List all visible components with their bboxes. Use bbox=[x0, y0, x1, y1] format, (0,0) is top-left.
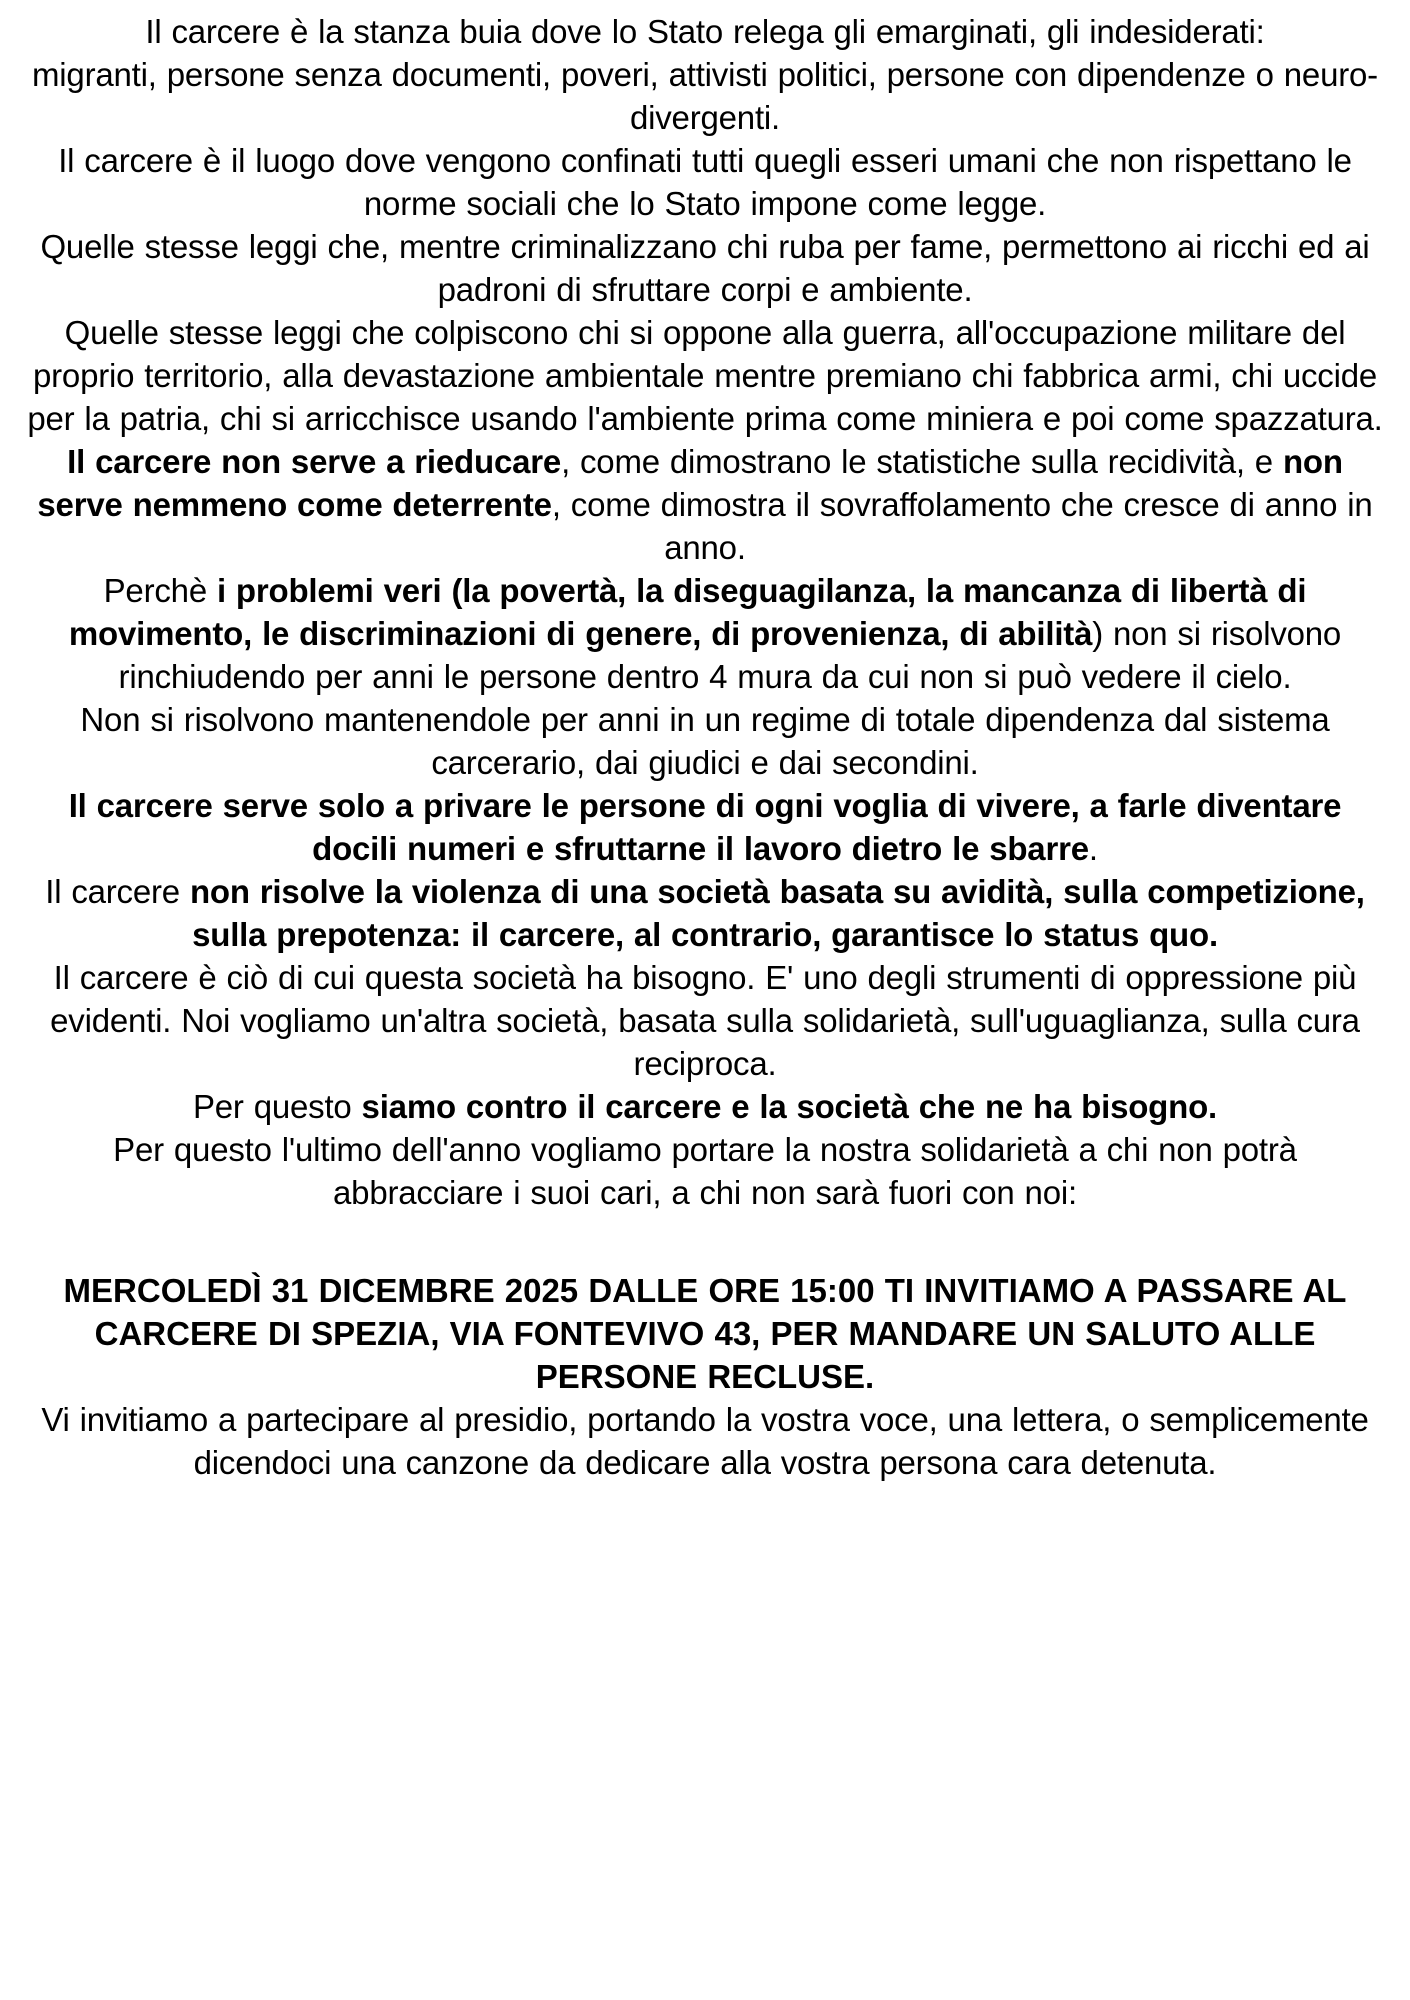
paragraph-12 bbox=[24, 1085, 1386, 1128]
text-run-12-1: Per questo bbox=[192, 1088, 362, 1125]
text-run-8-1: Non si risolvono mantenendole per anni in un regime di totale dipendenza dal sistema carcerario, dai giudici e dai secondini. bbox=[80, 701, 1330, 781]
paragraph-14 bbox=[24, 1269, 1386, 1398]
text-run-4-1: Quelle stesse leggi che, mentre criminalizzano chi ruba per fame, permettono ai ricchi ed ai padroni di sfruttare corpi e ambiente. bbox=[40, 228, 1370, 308]
text-run-15-1: Vi invitiamo a partecipare al presidio, portando la vostra voce, una lettera, o semplicemente dicendoci una canzone da dedicare alla vostra persona cara detenuta. bbox=[41, 1401, 1369, 1481]
paragraph-15 bbox=[24, 1398, 1386, 1484]
paragraph-6 bbox=[24, 440, 1386, 569]
paragraph-4 bbox=[24, 225, 1386, 311]
text-run-7-3: ) non si risolvono rinchiudendo per anni le persone dentro 4 mura da cui non si può vedere il cielo. bbox=[118, 615, 1342, 695]
paragraph-7 bbox=[24, 569, 1386, 698]
text-run-1-1: Il carcere è la stanza buia dove lo Stato relega gli emarginati, gli indesiderati: bbox=[145, 13, 1265, 50]
bold-text-run-14-1: MERCOLEDÌ 31 DICEMBRE 2025 DALLE ORE 15:00 TI INVITIAMO A PASSARE AL CARCERE DI SPEZIA, VIA FONTEVIVO 43, PER MANDARE UN SALUTO ALLE PERSONE RECLUSE. bbox=[63, 1272, 1347, 1395]
text-run-5-1: Quelle stesse leggi che colpiscono chi si oppone alla guerra, all'occupazione militare del proprio territorio, alla devastazione ambientale mentre premiano chi fabbrica armi, chi uccide per la patria, chi si arricchisce usando l'ambiente prima come miniera e poi come spazzatura. bbox=[27, 314, 1383, 437]
paragraph-13 bbox=[24, 1128, 1386, 1214]
bold-text-run-6-3: non serve nemmeno come deterrente bbox=[37, 443, 1343, 523]
text-run-2-1: migranti, persone senza documenti, poveri, attivisti politici, persone con dipendenze o neuro-divergenti. bbox=[32, 56, 1378, 136]
text-run-3-1: Il carcere è il luogo dove vengono confinati tutti quegli esseri umani che non rispettano le norme sociali che lo Stato impone come legge. bbox=[58, 142, 1352, 222]
text-run-7-1: Perchè bbox=[103, 572, 217, 609]
paragraph-10 bbox=[24, 870, 1386, 956]
text-run-11-1: Il carcere è ciò di cui questa società ha bisogno. E' uno degli strumenti di oppressione più evidenti. Noi vogliamo un'altra società, basata sulla solidarietà, sull'uguaglianza, sulla cura reciproca. bbox=[50, 959, 1360, 1082]
paragraph-9 bbox=[24, 784, 1386, 870]
text-run-6-2: , come dimostrano le statistiche sulla recidività, e bbox=[561, 443, 1283, 480]
paragraph-11 bbox=[24, 956, 1386, 1085]
bold-text-run-12-2: siamo contro il carcere e la società che ne ha bisogno. bbox=[361, 1088, 1218, 1125]
paragraph-1 bbox=[24, 10, 1386, 53]
text-run-6-4: , come dimostra il sovraffolamento che cresce di anno in anno. bbox=[551, 486, 1373, 566]
paragraph-5 bbox=[24, 311, 1386, 440]
text-run-9-2: . bbox=[1088, 830, 1098, 867]
paragraph-8 bbox=[24, 698, 1386, 784]
text-run-13-1: Per questo l'ultimo dell'anno vogliamo portare la nostra solidarietà a chi non potrà abbracciare i suoi cari, a chi non sarà fuori con noi: bbox=[113, 1131, 1297, 1211]
bold-text-run-6-1: Il carcere non serve a rieducare bbox=[67, 443, 562, 480]
bold-text-run-10-2: non risolve la violenza di una società basata su avidità, sulla competizione, sulla prepotenza: il carcere, al contrario, garantisce lo status quo. bbox=[189, 873, 1365, 953]
paragraph-2 bbox=[24, 53, 1386, 139]
bold-text-run-9-1: Il carcere serve solo a privare le persone di ogni voglia di vivere, a farle diventare docili numeri e sfruttarne il lavoro dietro le sbarre bbox=[68, 787, 1342, 867]
text-run-10-1: Il carcere bbox=[45, 873, 190, 910]
paragraph-3 bbox=[24, 139, 1386, 225]
bold-text-run-7-2: i problemi veri (la povertà, la diseguagilanza, la mancanza di libertà di movimento, le discriminazioni di genere, di provenienza, di abilità bbox=[68, 572, 1307, 652]
